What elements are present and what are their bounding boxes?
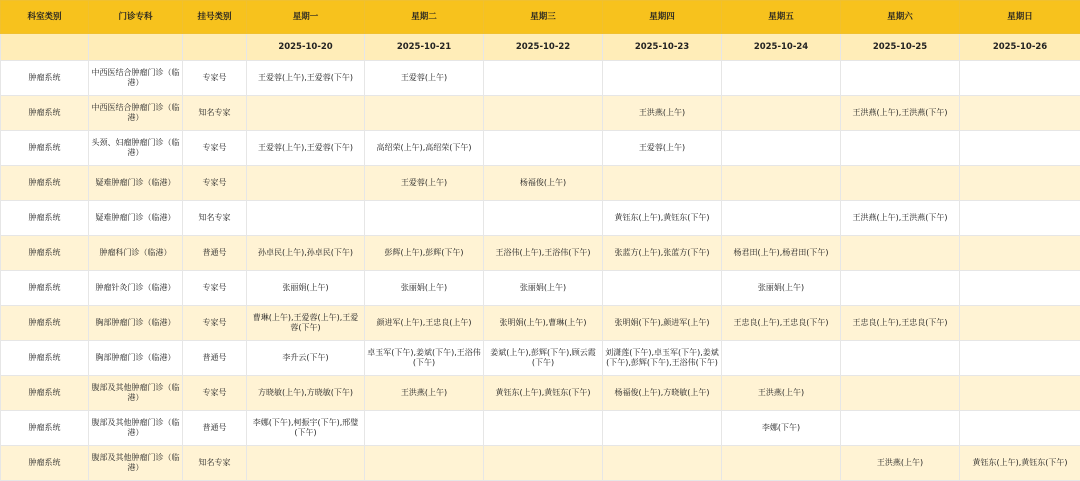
cell-schedule: 王爱蓉(上午) (365, 166, 484, 201)
cell-schedule: 王洪燕(上午),王洪燕(下午) (841, 96, 960, 131)
cell-schedule (484, 446, 603, 481)
cell-dept: 肿瘤系统 (1, 131, 89, 166)
table-row (1, 446, 1080, 481)
table-row (1, 236, 1080, 271)
cell-clinic: 中西医结合肿瘤门诊（临港） (89, 61, 183, 96)
cell-schedule: 李升云(下午) (247, 341, 365, 376)
cell-schedule (841, 61, 960, 96)
cell-clinic: 疑难肿瘤门诊（临港） (89, 201, 183, 236)
cell-schedule: 王爱蓉(上午),王爱蓉(下午) (247, 131, 365, 166)
table-row (1, 411, 1080, 446)
cell-schedule (841, 271, 960, 306)
cell-schedule: 王洪燕(上午) (841, 446, 960, 481)
cell-schedule (484, 411, 603, 446)
table-row (1, 341, 1080, 376)
cell-schedule (841, 376, 960, 411)
cell-reg: 专家号 (183, 166, 247, 201)
cell-clinic: 肿瘤针灸门诊（临港） (89, 271, 183, 306)
cell-schedule (960, 166, 1080, 201)
cell-schedule (365, 411, 484, 446)
cell-reg: 专家号 (183, 271, 247, 306)
cell-schedule: 姜斌(上午),彭辉(下午),顾云霞(下午) (484, 341, 603, 376)
col-header-clinic: 门诊专科 (89, 1, 183, 34)
cell-schedule: 方晓敏(上午),方晓敏(下午) (247, 376, 365, 411)
cell-schedule (247, 166, 365, 201)
cell-schedule (365, 201, 484, 236)
cell-schedule (960, 61, 1080, 96)
cell-schedule: 曹琳(上午),王爱蓉(上午),王爱蓉(下午) (247, 306, 365, 341)
cell-reg: 知名专家 (183, 96, 247, 131)
cell-dept: 肿瘤系统 (1, 96, 89, 131)
cell-clinic: 腹部及其他肿瘤门诊（临港） (89, 411, 183, 446)
cell-schedule: 黄钰东(上午),黄钰东(下午) (960, 446, 1080, 481)
cell-schedule (484, 131, 603, 166)
cell-schedule (841, 131, 960, 166)
cell-schedule (722, 446, 841, 481)
cell-schedule (841, 341, 960, 376)
cell-reg: 知名专家 (183, 446, 247, 481)
table-row (1, 306, 1080, 341)
cell-schedule (960, 306, 1080, 341)
col-header-day: 星期一 (247, 1, 365, 34)
cell-schedule: 高绍荣(上午),高绍荣(下午) (365, 131, 484, 166)
col-header-day: 星期日 (960, 1, 1080, 34)
cell-clinic: 胸部肿瘤门诊（临港） (89, 341, 183, 376)
cell-reg: 普通号 (183, 236, 247, 271)
table-row (1, 166, 1080, 201)
cell-schedule: 王爱蓉(上午) (603, 131, 722, 166)
cell-schedule: 王洪燕(上午) (365, 376, 484, 411)
cell-schedule: 王洪燕(上午) (603, 96, 722, 131)
date-header: 2025-10-24 (722, 34, 841, 61)
cell-clinic: 胸部肿瘤门诊（临港） (89, 306, 183, 341)
table-row (1, 201, 1080, 236)
cell-schedule: 张丽娟(上午) (722, 271, 841, 306)
cell-schedule: 王忠良(上午),王忠良(下午) (722, 306, 841, 341)
cell-schedule (365, 96, 484, 131)
cell-schedule: 张蓝方(上午),张蓝方(下午) (603, 236, 722, 271)
cell-schedule: 彭辉(上午),彭辉(下午) (365, 236, 484, 271)
cell-dept: 肿瘤系统 (1, 306, 89, 341)
cell-schedule: 黄钰东(上午),黄钰东(下午) (603, 201, 722, 236)
cell-schedule (603, 61, 722, 96)
cell-schedule: 李娜(下午),柯振宇(下午),邢璧(下午) (247, 411, 365, 446)
cell-dept: 肿瘤系统 (1, 201, 89, 236)
cell-schedule (365, 446, 484, 481)
cell-schedule (841, 166, 960, 201)
col-header-day: 星期二 (365, 1, 484, 34)
cell-schedule (960, 236, 1080, 271)
date-spacer (183, 34, 247, 61)
cell-reg: 普通号 (183, 411, 247, 446)
cell-reg: 普通号 (183, 341, 247, 376)
date-header: 2025-10-20 (247, 34, 365, 61)
cell-clinic: 中西医结合肿瘤门诊（临港） (89, 96, 183, 131)
table-row (1, 376, 1080, 411)
cell-dept: 肿瘤系统 (1, 61, 89, 96)
cell-schedule (603, 446, 722, 481)
cell-schedule (247, 201, 365, 236)
cell-schedule: 杨福俊(上午),方晓敏(上午) (603, 376, 722, 411)
cell-schedule (722, 61, 841, 96)
cell-schedule: 王爱蓉(上午),王爱蓉(下午) (247, 61, 365, 96)
cell-schedule: 张丽娟(上午) (247, 271, 365, 306)
cell-reg: 知名专家 (183, 201, 247, 236)
table-row (1, 131, 1080, 166)
cell-schedule (603, 166, 722, 201)
cell-dept: 肿瘤系统 (1, 411, 89, 446)
date-spacer (89, 34, 183, 61)
col-header-day: 星期四 (603, 1, 722, 34)
cell-clinic: 肿瘤科门诊（临港） (89, 236, 183, 271)
cell-schedule: 李娜(下午) (722, 411, 841, 446)
col-header-dept: 科室类别 (1, 1, 89, 34)
cell-schedule (722, 131, 841, 166)
cell-schedule (960, 341, 1080, 376)
cell-dept: 肿瘤系统 (1, 376, 89, 411)
header-row (1, 1, 1080, 34)
cell-schedule (960, 376, 1080, 411)
cell-schedule (603, 271, 722, 306)
cell-schedule (960, 411, 1080, 446)
cell-schedule (247, 446, 365, 481)
date-header: 2025-10-25 (841, 34, 960, 61)
cell-reg: 专家号 (183, 131, 247, 166)
cell-schedule: 孙卓民(上午),孙卓民(下午) (247, 236, 365, 271)
date-spacer (1, 34, 89, 61)
cell-schedule: 王洪燕(上午),王洪燕(下午) (841, 201, 960, 236)
date-header: 2025-10-22 (484, 34, 603, 61)
cell-dept: 肿瘤系统 (1, 341, 89, 376)
col-header-day: 星期三 (484, 1, 603, 34)
cell-schedule (841, 411, 960, 446)
cell-schedule (960, 271, 1080, 306)
cell-reg: 专家号 (183, 306, 247, 341)
cell-schedule: 杨君田(上午),杨君田(下午) (722, 236, 841, 271)
col-header-day: 星期六 (841, 1, 960, 34)
cell-schedule (484, 61, 603, 96)
cell-schedule (722, 341, 841, 376)
cell-schedule: 杨福俊(上午) (484, 166, 603, 201)
cell-schedule (960, 201, 1080, 236)
cell-schedule (722, 166, 841, 201)
table-row (1, 271, 1080, 306)
date-header: 2025-10-23 (603, 34, 722, 61)
cell-schedule: 张明娟(下午),颜进军(上午) (603, 306, 722, 341)
cell-schedule: 颜进军(上午),王忠良(上午) (365, 306, 484, 341)
cell-schedule (484, 96, 603, 131)
cell-schedule (603, 411, 722, 446)
cell-clinic: 疑难肿瘤门诊（临港） (89, 166, 183, 201)
cell-reg: 专家号 (183, 61, 247, 96)
cell-schedule (722, 96, 841, 131)
cell-dept: 肿瘤系统 (1, 271, 89, 306)
cell-clinic: 腹部及其他肿瘤门诊（临港） (89, 376, 183, 411)
cell-schedule (247, 96, 365, 131)
cell-clinic: 头颈、妇瘤肿瘤门诊（临港） (89, 131, 183, 166)
cell-schedule: 王浴伟(上午),王浴伟(下午) (484, 236, 603, 271)
date-header: 2025-10-21 (365, 34, 484, 61)
table-row (1, 61, 1080, 96)
cell-schedule (841, 236, 960, 271)
table-row (1, 96, 1080, 131)
date-header: 2025-10-26 (960, 34, 1080, 61)
cell-reg: 专家号 (183, 376, 247, 411)
col-header-reg: 挂号类别 (183, 1, 247, 34)
cell-schedule (960, 131, 1080, 166)
cell-schedule: 王爱蓉(上午) (365, 61, 484, 96)
cell-dept: 肿瘤系统 (1, 446, 89, 481)
cell-schedule: 王忠良(上午),王忠良(下午) (841, 306, 960, 341)
cell-clinic: 腹部及其他肿瘤门诊（临港） (89, 446, 183, 481)
cell-schedule (722, 201, 841, 236)
col-header-day: 星期五 (722, 1, 841, 34)
cell-schedule (960, 96, 1080, 131)
cell-schedule: 张明娟(上午),曹琳(上午) (484, 306, 603, 341)
cell-schedule: 张丽娟(上午) (484, 271, 603, 306)
cell-schedule: 卓玉军(下午),姜斌(下午),王浴伟(下午) (365, 341, 484, 376)
cell-dept: 肿瘤系统 (1, 236, 89, 271)
cell-schedule: 刘潇莲(下午),卓玉军(下午),姜斌(下午),彭辉(下午),王浴伟(下午) (603, 341, 722, 376)
cell-schedule: 王洪燕(上午) (722, 376, 841, 411)
cell-schedule: 黄钰东(上午),黄钰东(下午) (484, 376, 603, 411)
date-row (1, 34, 1080, 61)
cell-dept: 肿瘤系统 (1, 166, 89, 201)
cell-schedule: 张丽娟(上午) (365, 271, 484, 306)
cell-schedule (484, 201, 603, 236)
